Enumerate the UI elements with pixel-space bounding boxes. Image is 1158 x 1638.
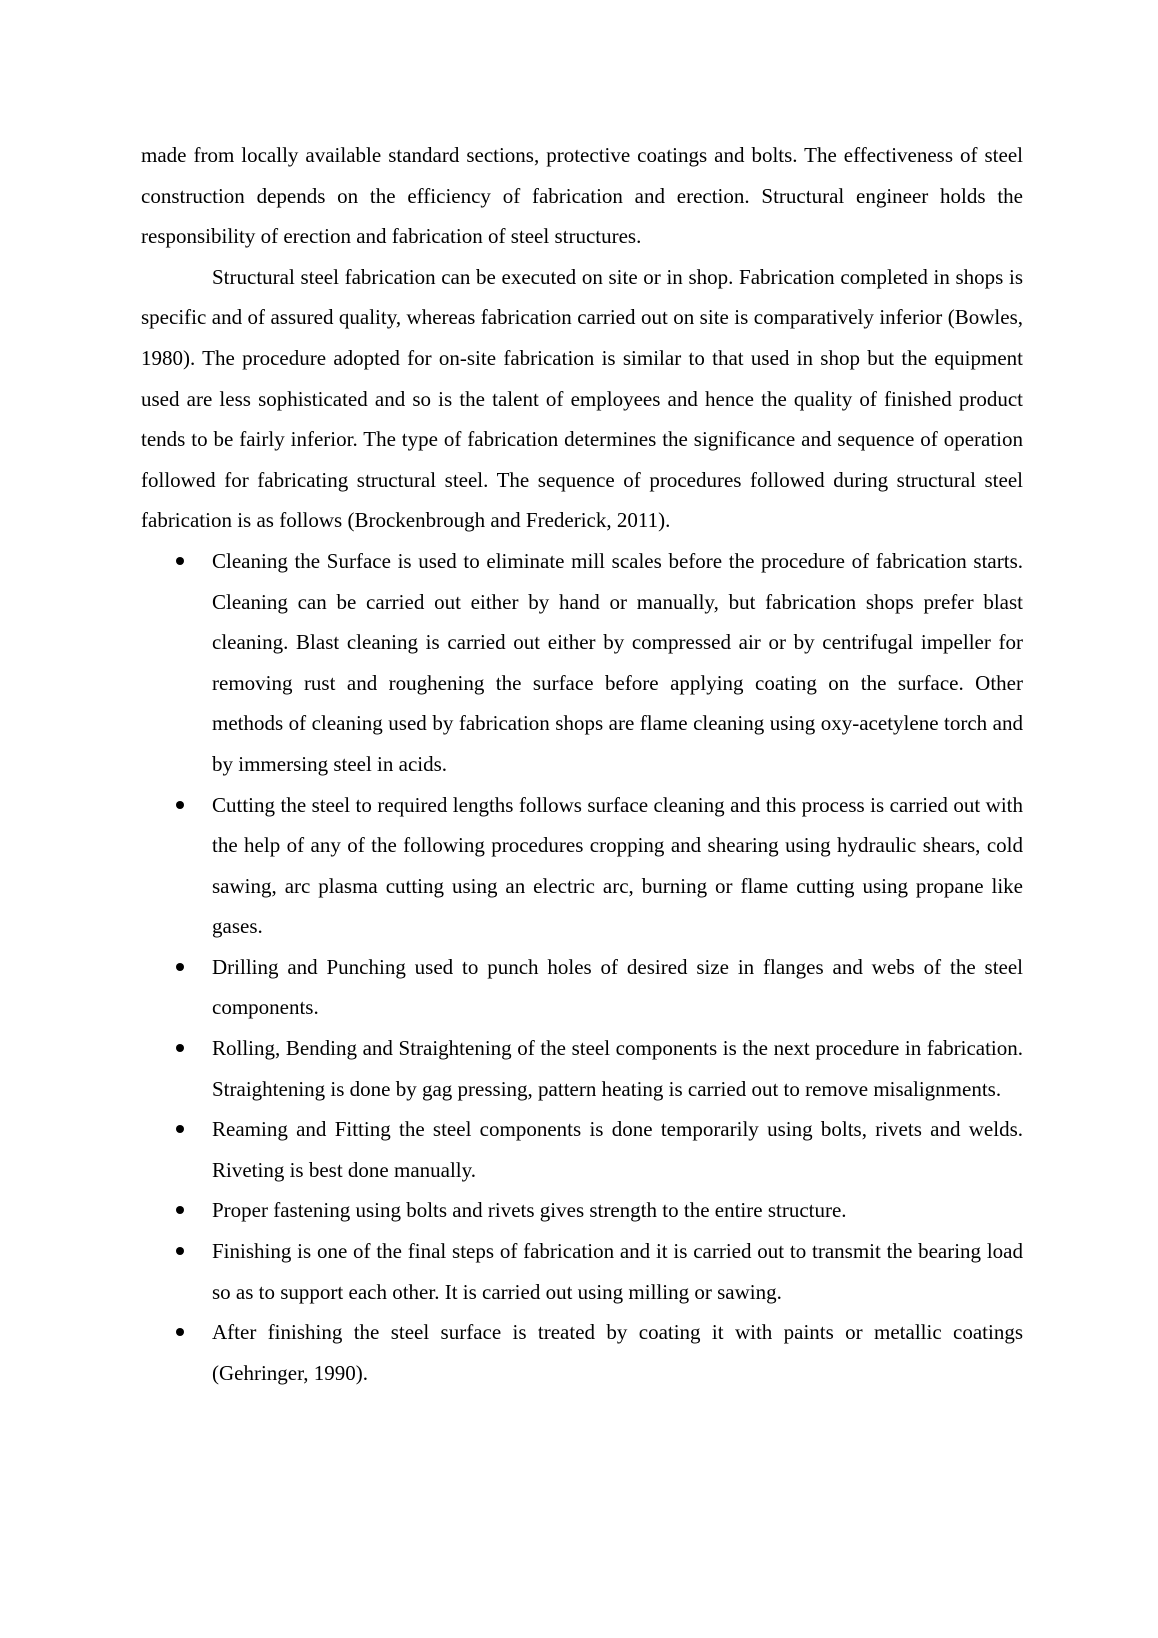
list-item	[212, 1109, 1023, 1190]
bullet-icon	[176, 1247, 184, 1255]
bullet-icon	[176, 1044, 184, 1052]
list-item-text: Finishing is one of the final steps of fabrication and it is carried out to transmit the bearing load so as to support each other. It is carried out using milling or sawing.	[212, 1239, 1023, 1304]
bullet-icon	[176, 1206, 184, 1214]
list-item	[212, 541, 1023, 785]
list-item	[212, 1312, 1023, 1393]
paragraph-intro: made from locally available standard sections, protective coatings and bolts. The effectiveness of steel construction depends on the efficiency of fabrication and erection. Structural engineer holds the responsibility of erection and fabrication of steel structures.	[141, 143, 1023, 249]
list-item-text: Rolling, Bending and Straightening of the steel components is the next procedure in fabrication. Straightening is done by gag pressing, pattern heating is carried out to remove misalignments.	[212, 1036, 1023, 1101]
bullet-icon	[176, 557, 184, 565]
list-item	[212, 1190, 1023, 1231]
list-item-text: Cleaning the Surface is used to eliminate mill scales before the procedure of fabrication starts. Cleaning can be carried out either by hand or manually, but fabrication shops prefer blast cleaning. Blast cleaning is carried out either by compressed air or by centrifugal impeller for removing rust and roughening the surface before applying coating on the surface. Other methods of cleaning used by fabrication shops are flame cleaning using oxy-acetylene torch and by immersing steel in acids.	[212, 548, 1023, 776]
document-page	[141, 135, 1023, 1393]
list-item-text: Drilling and Punching used to punch holes of desired size in flanges and webs of the steel components.	[212, 954, 1023, 1020]
list-item	[212, 785, 1023, 947]
procedure-list	[141, 541, 1023, 1393]
list-item-text: After finishing the steel surface is treated by coating it with paints or metallic coatings (Gehringer, 1990).	[212, 1320, 1023, 1385]
list-item-text: Reaming and Fitting the steel components is done temporarily using bolts, rivets and welds. Riveting is best done manually.	[212, 1117, 1023, 1182]
bullet-icon	[176, 963, 184, 971]
list-item-text: Proper fastening using bolts and rivets gives strength to the entire structure.	[212, 1198, 847, 1223]
bullet-icon	[176, 1328, 184, 1336]
paragraph-fabrication: Structural steel fabrication can be executed on site or in shop. Fabrication completed in shops is specific and of assured quality, whereas fabrication carried out on site is comparatively inferior (Bowles, 1980). The procedure adopted for on-site fabrication is similar to that used in shop but the equipment used are less sophisticated and so is the talent of employees and hence the quality of finished product tends to be fairly inferior. The type of fabrication determines the significance and sequence of operation followed for fabricating structural steel. The sequence of procedures followed during structural steel fabrication is as follows (Brockenbrough and Frederick, 2011).	[141, 264, 1023, 533]
list-item	[212, 1231, 1023, 1312]
bullet-icon	[176, 1125, 184, 1133]
list-item	[212, 1028, 1023, 1109]
list-item	[212, 947, 1023, 1028]
list-item-text: Cutting the steel to required lengths follows surface cleaning and this process is carried out with the help of any of the following procedures cropping and shearing using hydraulic shears, cold sawing, arc plasma cutting using an electric arc, burning or flame cutting using propane like gases.	[212, 792, 1023, 939]
bullet-icon	[176, 801, 184, 809]
